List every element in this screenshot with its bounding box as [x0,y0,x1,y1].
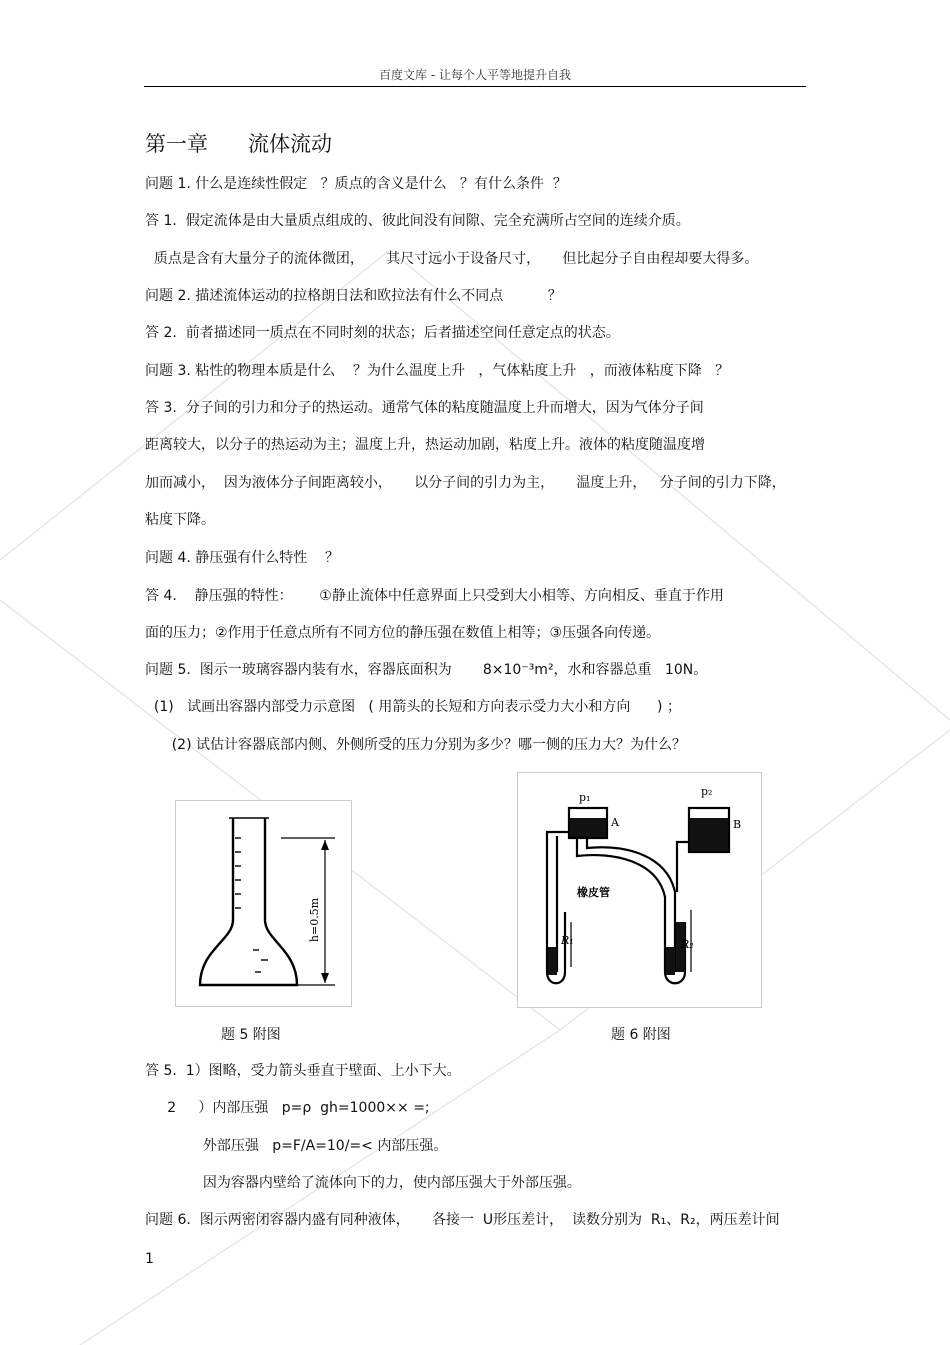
page-number: 1 [145,1251,154,1267]
text-line: 答 3. 分子间的引力和分子的热运动。通常气体的粘度随温度上升而增大，因为气体分子间 [145,400,704,416]
text-line: 问题 1. 什么是连续性假定 ？质点的含义是什么 ？有什么条件 ？ [145,176,567,192]
text-line: 问题 5. 图示一玻璃容器内装有水，容器底面积为 8×10⁻³m²，水和容器总重 10N。 [145,662,708,678]
text-line: 答 5. 1）图略，受力箭头垂直于壁面、上小下大。 [145,1063,461,1079]
text-line: (1) 试画出容器内部受力示意图 ( 用箭头的长短和方向表示受力大小和方向 ) ； [145,699,681,715]
label-p2: p₂ [701,785,713,798]
text-line: 答 4. 静压强的特性： ①静止流体中任意界面上只受到大小相等、方向相反、垂直于作用 [145,588,724,604]
label-tube: 橡皮管 [577,886,610,899]
text-line: 粘度下降。 [145,512,215,528]
text-line: (2) 试估计容器底部内侧、外侧所受的压力分别为多少？哪一侧的压力大？为什么？ [145,737,686,753]
text-line: 2 ）内部压强 p=ρ gh=1000×× =; [145,1100,430,1116]
figure-5-caption: 题 5 附图 [221,1027,281,1043]
figure-5-flask [175,800,352,1007]
figure-6-manometers [517,772,762,1008]
label-r2: R₂ [681,938,694,951]
text-line: 问题 2. 描述流体运动的拉格朗日法和欧拉法有什么不同点 ？ [145,288,562,304]
text-line: 质点是含有大量分子的流体微团， 其尺寸远小于设备尺寸， 但比起分子自由程却要大得多。 [145,251,759,267]
height-label: h=0.5m [308,897,321,943]
page-header: 百度文库 - 让每个人平等地提升自我 [379,68,571,82]
text-line: 问题 6. 图示两密闭容器内盛有同种液体， 各接一 U形压差计， 读数分别为 R₁、R₂，两压差计间 [145,1212,780,1228]
header-rule [144,86,806,87]
text-line: 因为容器内壁给了流体向下的力，使内部压强大于外部压强。 [145,1175,581,1191]
label-p1: p₁ [579,791,591,804]
text-line: 加而减小， 因为液体分子间距离较小， 以分子间的引力为主， 温度上升， 分子间的引力下降， [145,475,786,491]
label-a: A [611,816,619,829]
text-line: 面的压力；②作用于任意点所有不同方位的静压强在数值上相等；③压强各向传递。 [145,625,661,641]
label-b: B [733,818,742,831]
text-line: 距离较大，以分子的热运动为主；温度上升，热运动加剧，粘度上升。液体的粘度随温度增 [145,437,705,453]
text-line: 问题 3. 粘性的物理本质是什么 ？为什么温度上升 ，气体粘度上升 ，而液体粘度下降 ？ [145,363,730,379]
text-line: 答 2. 前者描述同一质点在不同时刻的状态；后者描述空间任意定点的状态。 [145,325,620,341]
text-line: 外部压强 p=F/A=10/=< 内部压强。 [145,1138,448,1154]
chapter-title: 第一章 流体流动 [145,132,333,156]
label-r1: R₁ [561,934,574,947]
text-line: 答 1. 假定流体是由大量质点组成的、彼此间没有间隙、完全充满所占空间的连续介质。 [145,213,690,229]
text-line: 问题 4. 静压强有什么特性 ？ [145,550,340,566]
figure-6-caption: 题 6 附图 [611,1027,671,1043]
